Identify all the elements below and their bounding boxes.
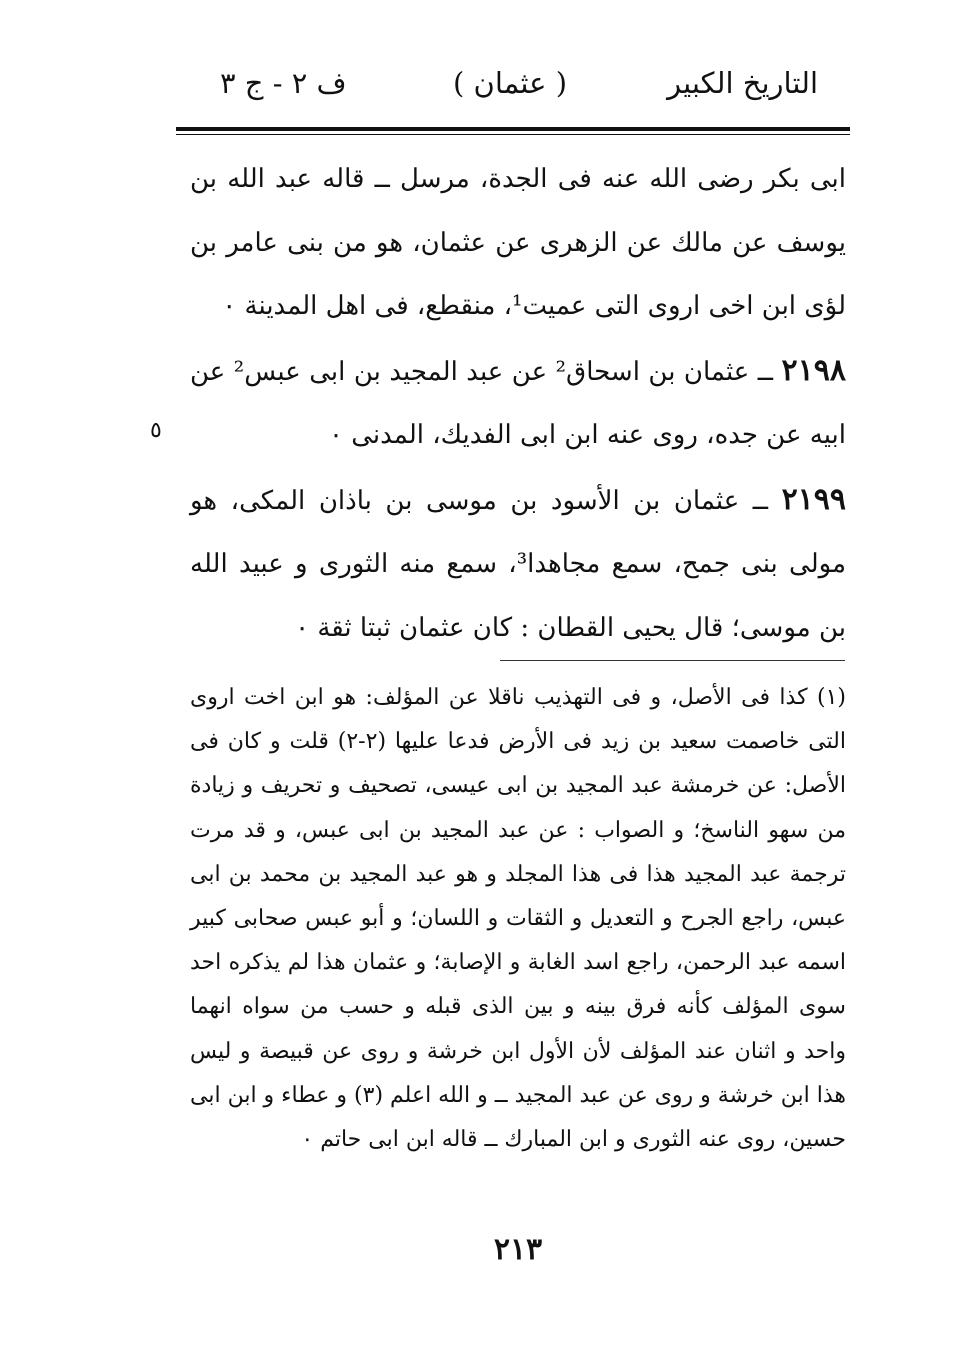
section-title: ( عثمان ) [452,66,568,100]
margin-mark: ٥ [150,418,162,443]
page-number: ٢١٣ [493,1232,543,1267]
entry-2198 [190,339,846,468]
header-rule [176,127,850,131]
main-text [190,148,846,660]
entry-2199 [190,468,846,661]
entry-number: ٢١٩٩ [781,481,847,517]
footnote-text: (١) كذا فى الأصل، و فى التهذيب ناقلا عن المؤلف: هو ابن اخت اروى التى خاصمت سعيد بن زيد فى الأرض فدعا عليها (٢-٢) قلت و كان فى الأصل: عن خرمشة عبد المجيد بن ابى عيسى، تصحيف و تحريف و زيادة من سهو الناسخ؛ و الصواب : عن عبد المجيد بن ابى عبس، و قد مرت ترجمة عبد المجيد هذا فى هذا المجلد و هو عبد المجيد بن محمد بن ابى عبس، راجع الجرح و التعديل و الثقات و اللسان؛ و أبو عبس صحابى كبير اسمه عبد الرحمن، راجع اسد الغابة و الإصابة؛ و عثمان هذا لم يذكره احد سوى المؤلف كأنه فرق بينه و بين الذى قبله و حسب من سواه انهما واحد و اثنان عند المؤلف لأن الأول ابن خرشة و روى عن قبيصة و ليس هذا ابن خرشة و روى عن عبد المجيد ــ و الله اعلم (٣) و عطاء و ابن ابى حسين، روى عنه الثورى و ابن المبارك ــ قاله ابن ابى حاتم ٠ [190,685,846,1153]
header-rule-thin [176,134,850,135]
volume-part: ف ٢ - ج ٣ [220,66,347,100]
footnotes [190,676,846,1162]
entry-text: ــ عثمان بن اسحاق² عن عبد المجيد بن ابى عبس² عن ابيه عن جده، روى عنه ابن ابى الفديك، المدنى ٠ [190,356,846,450]
running-header [172,58,848,128]
footnote-separator [500,660,845,661]
entry-number: ٢١٩٨ [781,352,846,388]
book-title: التاريخ الكبير [667,66,818,100]
paragraph-continuation: ابى بكر رضى الله عنه فى الجدة، مرسل ــ قاله عبد الله بن يوسف عن مالك عن الزهرى عن عثمان، هو من بنى عامر بن لؤى ابن اخى اروى التى عميت¹، منقطع، فى اهل المدينة ٠ [190,164,846,321]
entry-text: ــ عثمان بن الأسود بن موسى بن باذان المكى، هو مولى بنى جمح، سمع مجاهدا³، سمع منه الثورى و عبيد الله بن موسى؛ قال يحيى القطان : كان عثمان ثبتا ثقة ٠ [190,485,846,643]
